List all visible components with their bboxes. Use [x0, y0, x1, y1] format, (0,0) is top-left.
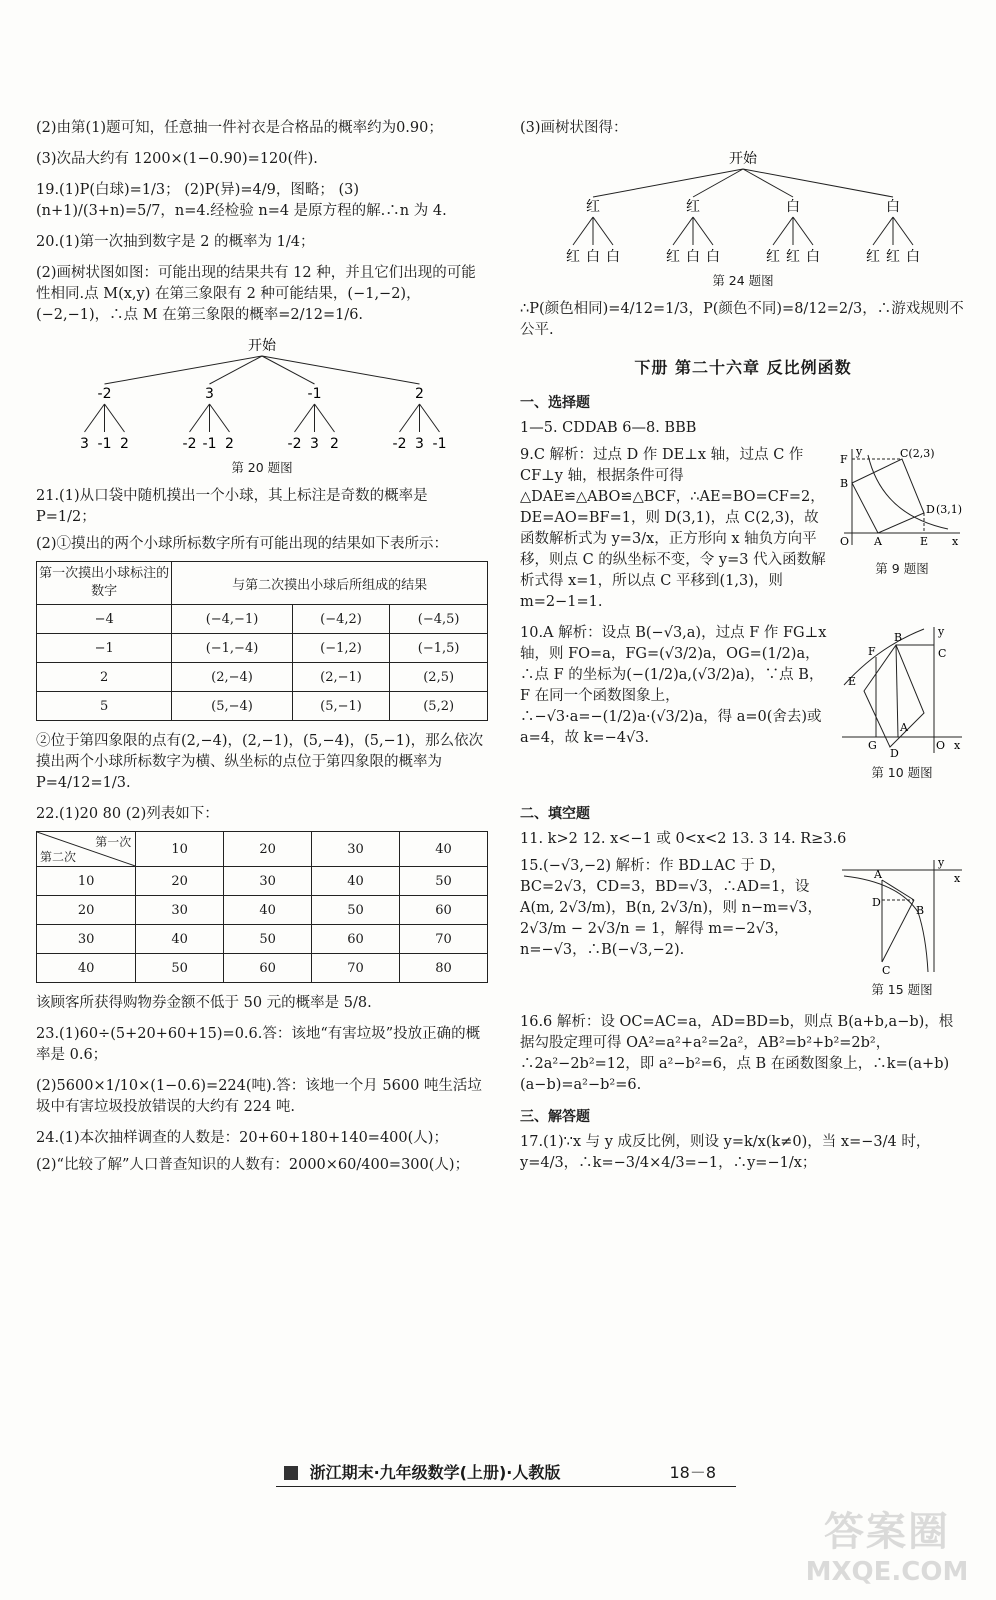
- fig9-label: D: [926, 503, 935, 516]
- table-cell: (−4,2): [292, 605, 390, 634]
- fig10-label: y: [938, 625, 945, 638]
- footer-title: 浙江期末·九年级数学(上册)·人教版: [309, 1463, 561, 1482]
- tree-branch: [85, 404, 105, 432]
- tree-node-level2: 白: [906, 249, 920, 265]
- fig9-label: y: [856, 445, 863, 458]
- table-cell: 30: [136, 896, 224, 925]
- tree-branch: [873, 217, 893, 245]
- table-cell: −1: [37, 634, 172, 663]
- page-number: 18－8: [669, 1463, 716, 1482]
- table-cell: (−1,2): [292, 634, 390, 663]
- answer-15: 15.(−√3,−2) 解析：作 BD⊥AC 于 D，BC=2√3，CD=3，BD=√3，∴AD=1，设 A(m, 2√3/m)，B(n, 2√3/n)，则 n−m=√3，2√3/m − 2√3/n = 1，解得 m=−2√3，n=−√3，∴B(−√3,−2).: [520, 858, 822, 958]
- tree-node-level2: 3: [80, 436, 89, 452]
- answer-20-part1: 20.(1)第一次抽到数字是 2 的概率为 1/4；: [36, 234, 315, 250]
- table-row: [37, 663, 488, 692]
- table-cell: 60: [312, 925, 400, 954]
- table-cell: 40: [37, 954, 136, 983]
- answer-17: 17.(1)∵x 与 y 成反比例，则设 y=k/x(k≠0)，当 x=−3/4 时，y=4/3，∴k=−3/4×4/3=−1，∴y=−1/x；: [520, 1134, 931, 1171]
- tree-node-level2: 2: [330, 436, 339, 452]
- tree-node-level2: 白: [586, 249, 600, 265]
- fig9-label: O: [840, 535, 850, 548]
- answer-9: 9.C 解析：过点 D 作 DE⊥x 轴，过点 C 作 CF⊥y 轴，根据条件可得 △DAE≌△ABO≌△BCF，∴AE=BO=CF=2，DE=AO=BF=1，则 D(3,1)，点 C(2,3)，故函数解析式为 y=3/x，正方形向 x 轴负方向平移，则点 C 的纵坐标不变，令 y=3 代入函数解析式得 x=1，所以点 C 平移到(1,3)，则 m=2−1=1.: [520, 447, 826, 610]
- fig9-label: E: [920, 535, 929, 548]
- tree-node-level2: 2: [120, 436, 129, 452]
- graph-figure-15: [838, 856, 966, 976]
- tree-node-level2: 白: [606, 249, 620, 265]
- tree-node-level2: -1: [202, 436, 217, 452]
- table-cell: (5,2): [390, 692, 488, 721]
- answer-22-part2: 该顾客所获得购物券金额不低于 50 元的概率是 5/8.: [36, 995, 372, 1011]
- tree-branch: [105, 404, 125, 432]
- tree-node-level1: -2: [97, 386, 112, 402]
- table-cell: 2: [37, 663, 172, 692]
- fig15-label: D: [872, 896, 881, 909]
- table-row: [37, 925, 488, 954]
- fig10-label: D: [890, 747, 899, 759]
- answer-24-part2: (2)“比较了解”人口普查知识的人数有：2000×60/400=300(人)；: [36, 1157, 470, 1173]
- right-column: [520, 118, 966, 1184]
- table-cell: 80: [400, 954, 488, 983]
- table-cell: 50: [400, 867, 488, 896]
- fig9-label: B: [840, 477, 849, 490]
- tree-branch: [773, 217, 793, 245]
- fig15-label: A: [874, 868, 882, 881]
- table-cell: 70: [400, 925, 488, 954]
- tree-node-level2: -1: [432, 436, 447, 452]
- tree-node-level2: -2: [182, 436, 197, 452]
- table-cell: 10: [37, 867, 136, 896]
- tree-branch: [793, 217, 813, 245]
- answer-text: (3)次品大约有 1200×(1−0.90)=120(件).: [36, 151, 318, 167]
- left-column: [36, 118, 488, 1186]
- footer-square-icon: [284, 1466, 298, 1480]
- figure-9: [838, 445, 966, 587]
- tree-node-level1: 3: [205, 386, 214, 402]
- tree-branch: [673, 217, 693, 245]
- section-heading: 一、选择题: [520, 395, 590, 411]
- graph-figure-10: [838, 623, 966, 759]
- tree-node-level2: -1: [97, 436, 112, 452]
- tree-branch: [105, 356, 263, 384]
- section-heading: 三、解答题: [520, 1109, 590, 1125]
- fig10-label: O: [936, 739, 946, 752]
- table-cell: (−4,−1): [172, 605, 292, 634]
- table-row: [37, 896, 488, 925]
- table-cell: (5,−4): [172, 692, 292, 721]
- table-cell: (2,−1): [292, 663, 390, 692]
- figure-caption: 第 24 题图: [712, 273, 774, 288]
- sum-table-22: [36, 831, 488, 983]
- tree-branch: [893, 217, 913, 245]
- tree-node-level1: 红: [686, 199, 700, 215]
- watermark-text: 答案圈: [824, 1509, 950, 1555]
- table-cell: 20: [37, 896, 136, 925]
- figure-10: [838, 623, 966, 791]
- table-cell: 50: [136, 954, 224, 983]
- fig9-label: x: [952, 535, 959, 548]
- tree-branch: [400, 404, 420, 432]
- table-cell: 60: [224, 954, 312, 983]
- tree-node-level1: 白: [886, 199, 900, 215]
- tree-node-level2: 红: [666, 249, 680, 265]
- tree-branch: [573, 217, 593, 245]
- page-footer: [276, 1460, 736, 1487]
- table-cell: 30: [224, 867, 312, 896]
- fig15-label: C: [882, 964, 891, 976]
- fig10-label: A: [900, 721, 908, 734]
- table-cell: 50: [312, 896, 400, 925]
- table-header-cell: 40: [400, 832, 488, 867]
- tree-branch: [743, 169, 893, 197]
- graph-figure-9: [838, 445, 966, 555]
- table-cell: 5: [37, 692, 172, 721]
- tree-node-level2: 白: [686, 249, 700, 265]
- watermark-url: MXQE.COM: [805, 1557, 969, 1587]
- tree-branch: [693, 217, 713, 245]
- table-row: [37, 605, 488, 634]
- tree-branch: [593, 217, 613, 245]
- tree-root: 开始: [729, 151, 757, 167]
- answer-10: 10.A 解析：设点 B(−√3,a)，过点 F 作 FG⊥x 轴，则 FO=a，FG=(√3/2)a，OG=(1/2)a，∴点 F 的坐标为(−(1/2)a,(√3/2)a)，∵点 B，F 在同一个函数图象上，∴−√3·a=−(1/2)a·(√3/2)a，得 a=0(舍去)或 a=4，故 k=−4√3.: [520, 625, 827, 746]
- fill-answers: 11. k>2 12. x<−1 或 0<x<2 13. 3 14. R≥3.6: [520, 831, 847, 847]
- answer-20-part2: (2)画树状图如图：可能出现的结果共有 12 种，并且它们出现的可能性相同.点 M(x,y) 在第三象限有 2 种可能结果，(−1,−2)，(−2,−1)，∴点 M 在第三象限的概率=2/12=1/6.: [36, 265, 476, 323]
- answer-24-part1: 24.(1)本次抽样调查的人数是：20+60+180+140=400(人)；: [36, 1130, 448, 1146]
- fig15-label: B: [916, 904, 925, 917]
- table-cell: 40: [136, 925, 224, 954]
- fig9-label: C(2,3): [900, 447, 935, 460]
- answer-22-part1: 22.(1)20 80 (2)列表如下：: [36, 806, 219, 822]
- tree-root: 开始: [248, 338, 276, 354]
- figure-caption: 第 15 题图: [871, 982, 933, 997]
- fig10-label: C: [938, 647, 947, 660]
- table-header: 与第二次摸出小球后所组成的结果: [172, 562, 488, 605]
- table-row: [37, 634, 488, 663]
- table-cell: (5,−1): [292, 692, 390, 721]
- table-row: [37, 867, 488, 896]
- tree-node-level1: 白: [786, 199, 800, 215]
- tree-node-level2: 红: [566, 249, 580, 265]
- answer-21-part1: 21.(1)从口袋中随机摸出一个小球，其上标注是奇数的概率是 P=1/2；: [36, 488, 428, 525]
- table-cell: 60: [400, 896, 488, 925]
- table-cell: 40: [224, 896, 312, 925]
- tree-branch: [315, 404, 335, 432]
- table-cell: 70: [312, 954, 400, 983]
- answer-21-part3: ②位于第四象限的点有(2,−4)，(2,−1)，(5,−4)，(5,−1)，那么依次摸出两个小球所标数字为横、纵坐标的点位于第四象限的概率为 P=4/12=1/3.: [36, 733, 484, 791]
- tree-node-level2: 红: [766, 249, 780, 265]
- section-heading: 二、填空题: [520, 806, 590, 822]
- table-cell: 40: [312, 867, 400, 896]
- tree-branch: [420, 404, 440, 432]
- table-header-cell: 30: [312, 832, 400, 867]
- answer-23-part2: (2)5600×1/10×(1−0.6)=224(吨).答：该地一个月 5600 吨生活垃圾中有害垃圾投放错误的大约有 224 吨.: [36, 1078, 482, 1115]
- figure-caption: 第 10 题图: [871, 765, 933, 780]
- figure-caption: 第 9 题图: [875, 561, 929, 576]
- table-cell: (−4,5): [390, 605, 488, 634]
- tree-diagram-24: [543, 149, 943, 267]
- table-cell: (−1,5): [390, 634, 488, 663]
- fig9-label: F: [840, 453, 848, 466]
- table-header-cell: 10: [136, 832, 224, 867]
- table-cell: 20: [136, 867, 224, 896]
- table-row: [37, 954, 488, 983]
- answer-text: (3)画树状图得：: [520, 120, 628, 136]
- fig9-label: A: [874, 535, 882, 548]
- table-cell: 30: [37, 925, 136, 954]
- table-header: 第一次摸出小球标注的数字: [37, 562, 172, 605]
- tree-node-level2: 红: [866, 249, 880, 265]
- tree-node-level2: -2: [287, 436, 302, 452]
- tree-node-level2: 白: [806, 249, 820, 265]
- answer-text: ∴P(颜色相同)=4/12=1/3，P(颜色不同)=8/12=2/3，∴游戏规则不公平.: [520, 301, 964, 338]
- tree-node-level2: 红: [886, 249, 900, 265]
- tree-node-level2: -2: [392, 436, 407, 452]
- table-cell: (2,−4): [172, 663, 292, 692]
- tree-node-level2: 3: [310, 436, 319, 452]
- choice-answers: 1—5. CDDAB 6—8. BBB: [520, 420, 697, 436]
- table-header-cell: 20: [224, 832, 312, 867]
- fig15-label: x: [954, 872, 961, 885]
- table-cell: (−1,−4): [172, 634, 292, 663]
- tree-node-level2: 2: [225, 436, 234, 452]
- tree-branch: [210, 404, 230, 432]
- fig15-label: y: [938, 856, 945, 869]
- tree-diagram-20: [52, 336, 472, 454]
- answer-text: (2)由第(1)题可知，任意抽一件衬衣是合格品的概率约为0.90；: [36, 120, 443, 136]
- figure-15: [838, 856, 966, 1008]
- tree-node-level1: 2: [415, 386, 424, 402]
- figure-caption: 第 20 题图: [231, 460, 293, 475]
- tree-node-level1: 红: [586, 199, 600, 215]
- fig10-label: E: [848, 675, 857, 688]
- answer-19: 19.(1)P(白球)=1/3； (2)P(异)=4/9，图略； (3)(n+1)/(3+n)=5/7，n=4.经检验 n=4 是原方程的解.∴n 为 4.: [36, 182, 447, 219]
- corner-label-bottom: 第二次: [40, 850, 77, 864]
- answer-16: 16.6 解析：设 OC=AC=a，AD=BD=b，则点 B(a+b,a−b)，根据勾股定理可得 OA²=a²+a²=2a²，AB²=b²+b²=2b²，∴2a²−2b²=12，即 a²−b²=6，点 B 在函数图象上，∴k=(a+b)(a−b)=a²−b²=6.: [520, 1014, 954, 1093]
- table-cell: −4: [37, 605, 172, 634]
- fig10-label: x: [954, 739, 961, 752]
- tree-node-level2: 白: [706, 249, 720, 265]
- fig9-label: (3,1): [936, 503, 963, 516]
- table-corner-cell: [37, 832, 136, 867]
- tree-branch: [295, 404, 315, 432]
- tree-branch: [262, 356, 420, 384]
- tree-branch: [593, 169, 743, 197]
- corner-label-top: 第一次: [95, 835, 132, 849]
- result-table-21: [36, 561, 488, 721]
- fig10-label: G: [868, 739, 877, 752]
- table-cell: 50: [224, 925, 312, 954]
- tree-node-level2: 红: [786, 249, 800, 265]
- tree-branch: [190, 404, 210, 432]
- tree-node-level2: 3: [415, 436, 424, 452]
- chapter-title: 下册 第二十六章 反比例函数: [634, 358, 852, 377]
- table-row: [37, 692, 488, 721]
- answer-23-part1: 23.(1)60÷(5+20+60+15)=0.6.答：该地“有害垃圾”投放正确的概率是 0.6；: [36, 1026, 481, 1063]
- fig10-label: B: [894, 631, 903, 644]
- answer-21-part2: (2)①摸出的两个小球所标数字所有可能出现的结果如下表所示：: [36, 536, 449, 552]
- tree-node-level1: -1: [307, 386, 322, 402]
- fig10-label: F: [868, 645, 876, 658]
- watermark-logo: [792, 1500, 982, 1592]
- table-cell: (2,5): [390, 663, 488, 692]
